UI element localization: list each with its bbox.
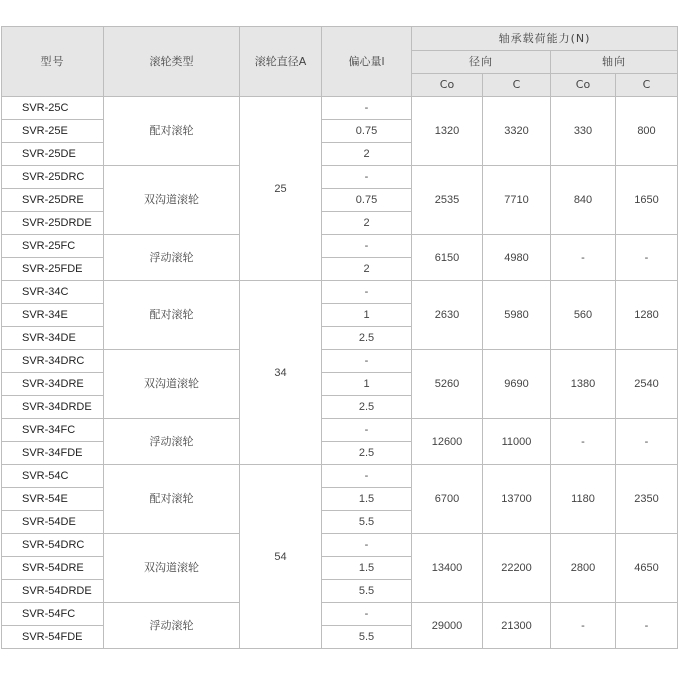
header-axial-c: C xyxy=(616,74,678,97)
radial-co-cell: 6700 xyxy=(412,465,483,534)
roller-diameter-cell: 25 xyxy=(240,97,322,281)
radial-c-cell: 9690 xyxy=(483,350,551,419)
header-radial-co: Co xyxy=(412,74,483,97)
axial-c-cell: 1650 xyxy=(616,166,678,235)
eccentric-cell: 5.5 xyxy=(322,626,412,649)
eccentric-cell: 1 xyxy=(322,373,412,396)
radial-c-cell: 3320 xyxy=(483,97,551,166)
model-cell: SVR-34DRDE xyxy=(2,396,104,419)
roller-type-cell: 双沟道滚轮 xyxy=(104,350,240,419)
header-model: 型号 xyxy=(2,27,104,97)
radial-co-cell: 5260 xyxy=(412,350,483,419)
axial-c-cell: 2540 xyxy=(616,350,678,419)
axial-co-cell: 330 xyxy=(551,97,616,166)
eccentric-cell: - xyxy=(322,97,412,120)
radial-co-cell: 2630 xyxy=(412,281,483,350)
table-row xyxy=(2,419,678,442)
eccentric-cell: - xyxy=(322,534,412,557)
eccentric-cell: - xyxy=(322,235,412,258)
model-cell: SVR-25DRDE xyxy=(2,212,104,235)
table-row xyxy=(2,166,678,189)
table-row xyxy=(2,534,678,557)
header-axial: 轴向 xyxy=(551,51,678,74)
roller-diameter-cell: 54 xyxy=(240,465,322,649)
model-cell: SVR-54C xyxy=(2,465,104,488)
eccentric-cell: 2 xyxy=(322,143,412,166)
table-row xyxy=(2,97,678,120)
model-cell: SVR-25DRE xyxy=(2,189,104,212)
model-cell: SVR-34DRC xyxy=(2,350,104,373)
radial-co-cell: 2535 xyxy=(412,166,483,235)
header-axial-co: Co xyxy=(551,74,616,97)
axial-c-cell: 1280 xyxy=(616,281,678,350)
spec-table xyxy=(1,26,678,649)
header-roller-type: 滚轮类型 xyxy=(104,27,240,97)
axial-c-cell: 2350 xyxy=(616,465,678,534)
eccentric-cell: 1.5 xyxy=(322,557,412,580)
model-cell: SVR-54DRC xyxy=(2,534,104,557)
model-cell: SVR-34E xyxy=(2,304,104,327)
model-cell: SVR-34DE xyxy=(2,327,104,350)
model-cell: SVR-54DRDE xyxy=(2,580,104,603)
eccentric-cell: 5.5 xyxy=(322,580,412,603)
eccentric-cell: 2.5 xyxy=(322,327,412,350)
roller-type-cell: 浮动滚轮 xyxy=(104,603,240,649)
roller-type-cell: 浮动滚轮 xyxy=(104,235,240,281)
model-cell: SVR-25DE xyxy=(2,143,104,166)
eccentric-cell: - xyxy=(322,419,412,442)
eccentric-cell: - xyxy=(322,603,412,626)
radial-co-cell: 1320 xyxy=(412,97,483,166)
axial-co-cell: 2800 xyxy=(551,534,616,603)
model-cell: SVR-25DRC xyxy=(2,166,104,189)
header-radial-c: C xyxy=(483,74,551,97)
radial-c-cell: 11000 xyxy=(483,419,551,465)
model-cell: SVR-54FDE xyxy=(2,626,104,649)
model-cell: SVR-25FDE xyxy=(2,258,104,281)
header-load-capacity: 轴承载荷能力(N) xyxy=(412,27,678,51)
model-cell: SVR-54FC xyxy=(2,603,104,626)
eccentric-cell: 0.75 xyxy=(322,189,412,212)
table-row xyxy=(2,603,678,626)
axial-co-cell: 1380 xyxy=(551,350,616,419)
radial-co-cell: 29000 xyxy=(412,603,483,649)
radial-co-cell: 6150 xyxy=(412,235,483,281)
radial-c-cell: 13700 xyxy=(483,465,551,534)
eccentric-cell: 1 xyxy=(322,304,412,327)
axial-co-cell: - xyxy=(551,419,616,465)
model-cell: SVR-25E xyxy=(2,120,104,143)
model-cell: SVR-54E xyxy=(2,488,104,511)
eccentric-cell: - xyxy=(322,465,412,488)
model-cell: SVR-54DE xyxy=(2,511,104,534)
header-roller-diameter: 滚轮直径A xyxy=(240,27,322,97)
model-cell: SVR-34FDE xyxy=(2,442,104,465)
model-cell: SVR-54DRE xyxy=(2,557,104,580)
radial-c-cell: 7710 xyxy=(483,166,551,235)
eccentric-cell: 1.5 xyxy=(322,488,412,511)
roller-type-cell: 配对滚轮 xyxy=(104,281,240,350)
roller-type-cell: 浮动滚轮 xyxy=(104,419,240,465)
model-cell: SVR-34DRE xyxy=(2,373,104,396)
axial-c-cell: - xyxy=(616,235,678,281)
eccentric-cell: - xyxy=(322,281,412,304)
radial-c-cell: 5980 xyxy=(483,281,551,350)
model-cell: SVR-34C xyxy=(2,281,104,304)
model-cell: SVR-25C xyxy=(2,97,104,120)
eccentric-cell: 2 xyxy=(322,258,412,281)
table-row xyxy=(2,465,678,488)
axial-co-cell: - xyxy=(551,603,616,649)
radial-co-cell: 13400 xyxy=(412,534,483,603)
axial-co-cell: 560 xyxy=(551,281,616,350)
radial-c-cell: 22200 xyxy=(483,534,551,603)
roller-type-cell: 配对滚轮 xyxy=(104,465,240,534)
eccentric-cell: 2.5 xyxy=(322,396,412,419)
table-row xyxy=(2,350,678,373)
roller-diameter-cell: 34 xyxy=(240,281,322,465)
radial-co-cell: 12600 xyxy=(412,419,483,465)
axial-c-cell: - xyxy=(616,603,678,649)
radial-c-cell: 21300 xyxy=(483,603,551,649)
model-cell: SVR-25FC xyxy=(2,235,104,258)
roller-type-cell: 双沟道滚轮 xyxy=(104,166,240,235)
eccentric-cell: - xyxy=(322,166,412,189)
axial-c-cell: - xyxy=(616,419,678,465)
eccentric-cell: 0.75 xyxy=(322,120,412,143)
header-radial: 径向 xyxy=(412,51,551,74)
header-eccentric: 偏心量l xyxy=(322,27,412,97)
axial-c-cell: 800 xyxy=(616,97,678,166)
model-cell: SVR-34FC xyxy=(2,419,104,442)
eccentric-cell: 2.5 xyxy=(322,442,412,465)
radial-c-cell: 4980 xyxy=(483,235,551,281)
roller-type-cell: 配对滚轮 xyxy=(104,97,240,166)
table-row xyxy=(2,235,678,258)
axial-co-cell: - xyxy=(551,235,616,281)
eccentric-cell: - xyxy=(322,350,412,373)
eccentric-cell: 2 xyxy=(322,212,412,235)
axial-co-cell: 840 xyxy=(551,166,616,235)
table-row xyxy=(2,281,678,304)
roller-type-cell: 双沟道滚轮 xyxy=(104,534,240,603)
eccentric-cell: 5.5 xyxy=(322,511,412,534)
spec-body xyxy=(2,97,678,649)
axial-c-cell: 4650 xyxy=(616,534,678,603)
axial-co-cell: 1180 xyxy=(551,465,616,534)
